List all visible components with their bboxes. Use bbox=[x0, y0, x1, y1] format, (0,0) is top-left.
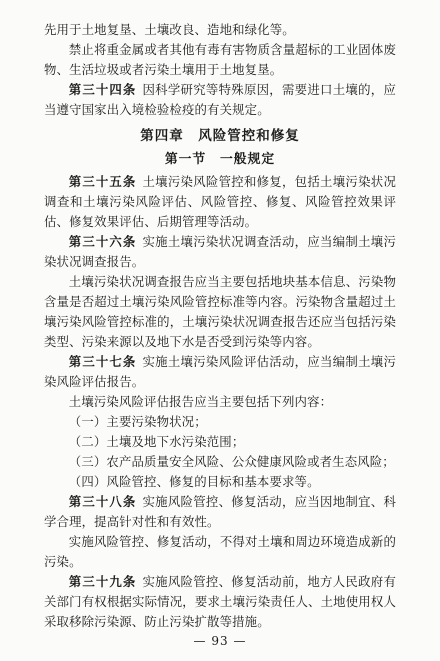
article-38-text: 实施风险管控、修复活动，应当因地制宜、科学合理，提高针对性和有效性。 bbox=[44, 494, 397, 529]
article-34-label: 第三十四条 bbox=[68, 82, 137, 97]
article-39 bbox=[44, 572, 396, 632]
article-39-text: 实施风险管控、修复活动前，地方人民政府有关部门有权根据实际情况，要求土壤污染责任人、土地使用权人采取移除污染源、防止污染扩散等措施。 bbox=[44, 574, 397, 629]
article-34-text: 因科学研究等特殊原因，需要进口土壤的，应当遵守国家出入境检验检疫的有关规定。 bbox=[44, 82, 397, 117]
page-number: — 93 — bbox=[193, 634, 247, 648]
page-body bbox=[44, 20, 396, 632]
list-item: （二）土壤及地下水污染范围； bbox=[68, 434, 245, 449]
article-35-text: 土壤污染风险管控和修复，包括土壤污染状况调查和土壤污染风险评估、风险管控、修复、风险管控效果评估、修复效果评估、后期管理等活动。 bbox=[44, 174, 397, 229]
article-35-label: 第三十五条 bbox=[68, 174, 137, 189]
chapter-title: 第四章 风险管控和修复 bbox=[140, 128, 300, 144]
article-36-paragraph-2: 土壤污染状况调查报告应当主要包括地块基本信息、污染物含量是否超过土壤污染风险管控标准等内容。污染物含量超过土壤污染风险管控标准的，土壤污染状况调查报告还应当包括污染类型、污染来源以及地下水是否受到污染等内容。 bbox=[44, 274, 396, 349]
article-38-label: 第三十八条 bbox=[68, 494, 137, 509]
article-38 bbox=[44, 492, 396, 532]
section-title: 第一节 一般规定 bbox=[164, 152, 276, 167]
article-35 bbox=[44, 172, 396, 232]
article-37-text: 实施土壤污染风险评估活动，应当编制土壤污染风险评估报告。 bbox=[44, 354, 397, 389]
article-37 bbox=[44, 352, 396, 392]
list-item: （一）主要污染物状况； bbox=[68, 414, 207, 429]
article-38-paragraph-2: 实施风险管控、修复活动，不得对土壤和周边环境造成新的污染。 bbox=[44, 534, 396, 569]
article-37-label: 第三十七条 bbox=[68, 354, 137, 369]
paragraph-prohibition: 禁止将重金属或者其他有毒有害物质含量超标的工业固体废物、生活垃圾或者污染土壤用于土地复垦。 bbox=[44, 42, 396, 77]
article-34 bbox=[44, 80, 396, 120]
list-item: （四）风险管控、修复的目标和基本要求等。 bbox=[68, 474, 320, 489]
article-39-label: 第三十九条 bbox=[68, 574, 137, 589]
list-item: （三）农产品质量安全风险、公众健康风险或者生态风险； bbox=[68, 454, 395, 469]
article-36 bbox=[44, 232, 396, 272]
paragraph-continuation: 先用于土地复垦、土壤改良、造地和绿化等。 bbox=[44, 22, 295, 37]
article-37-paragraph-2: 土壤污染风险评估报告应当主要包括下列内容： bbox=[68, 394, 333, 409]
article-36-text: 实施土壤污染状况调查活动，应当编制土壤污染状况调查报告。 bbox=[44, 234, 397, 269]
article-36-label: 第三十六条 bbox=[68, 234, 137, 249]
